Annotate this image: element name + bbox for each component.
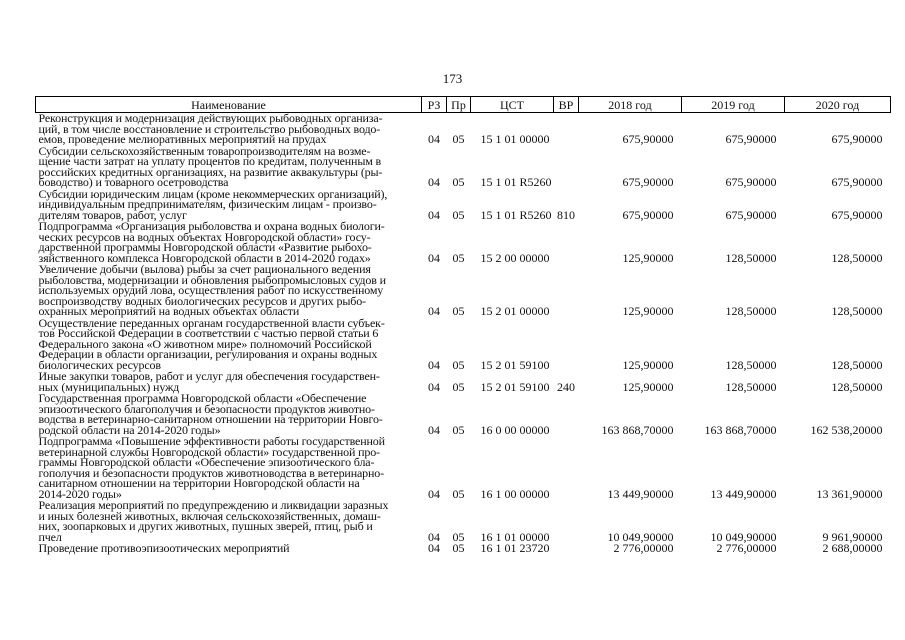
row-pr: 05 bbox=[452, 304, 465, 318]
row-cst: 15 2 01 00000 bbox=[480, 304, 550, 318]
row-vr bbox=[554, 393, 579, 436]
header-pr: Пр bbox=[447, 97, 471, 113]
header-rz: РЗ bbox=[422, 97, 447, 113]
row-name-line: индивидуальным предпринимателям, физическим лицам - произво- bbox=[38, 197, 377, 211]
row-rz: 04 bbox=[428, 175, 440, 189]
row-2020: 675,90000 bbox=[831, 132, 883, 146]
row-vr bbox=[554, 221, 579, 264]
row-name-line: Проведение противоэпизоотических мероприятий bbox=[38, 541, 290, 555]
row-name-line: Федерации в области организации, регулирования и охраны водных bbox=[38, 347, 378, 361]
table-body bbox=[36, 113, 891, 555]
row-name-line: водства в ветеринарно-санитарном отношении на территории Новго- bbox=[38, 412, 383, 426]
row-name-line: ций, в том числе восстановление и строительство рыбоводных водо- bbox=[38, 121, 381, 136]
row-name-line: Осуществление переданных органам государственной власти субъек- bbox=[38, 315, 385, 330]
row-2019: 13 449,90000 bbox=[710, 486, 777, 501]
row-name-line: Федерального закона «О животном мире» полномочий Российской bbox=[38, 336, 372, 351]
row-name-line: тов Российской Федерации в соответствии с частью первой статьи 6 bbox=[38, 326, 379, 340]
row-2019: 675,90000 bbox=[725, 175, 777, 189]
row-cst: 16 1 01 00000 bbox=[480, 529, 550, 544]
row-2018: 125,90000 bbox=[622, 304, 674, 318]
row-pr: 05 bbox=[452, 379, 465, 394]
row-name-line: используемых орудий лова, осуществления работ по искусственному bbox=[38, 283, 384, 297]
row-pr: 05 bbox=[452, 175, 465, 189]
row-name-line: дарственной программы Новгородской области «Развитие рыбохо- bbox=[38, 240, 372, 254]
row-name-line: ных (муниципальных) нужд bbox=[38, 379, 180, 394]
row-name-line: санитарном отношении на территории Новгородской области на bbox=[38, 476, 360, 490]
table-row bbox=[36, 436, 891, 500]
row-vr bbox=[554, 113, 579, 146]
table-row bbox=[36, 393, 891, 436]
row-pr: 05 bbox=[452, 207, 465, 222]
row-2019: 675,90000 bbox=[725, 207, 777, 222]
table-row bbox=[36, 264, 891, 318]
table-row bbox=[36, 146, 891, 189]
row-name-line: 2014-2020 годы» bbox=[38, 486, 122, 501]
budget-table bbox=[35, 96, 891, 555]
row-name bbox=[36, 113, 422, 146]
row-pr: 05 bbox=[452, 541, 465, 555]
row-name-line: ветеринарной службы Новгородской области» государственной про- bbox=[38, 444, 380, 459]
row-name-line: гополучия и безопасности продуктов животноводства в ветеринарно- bbox=[38, 465, 384, 480]
row-name bbox=[36, 393, 422, 436]
row-name-line: рыболовства, модернизации и обновления рыбопромысловых судов и bbox=[38, 272, 386, 287]
header-vr: ВР bbox=[554, 97, 579, 113]
row-cst: 15 2 01 59100 bbox=[480, 379, 550, 394]
row-vr bbox=[554, 264, 579, 318]
row-name-line: пчел bbox=[38, 529, 62, 544]
row-pr: 05 bbox=[452, 486, 465, 501]
row-2019: 675,90000 bbox=[725, 132, 777, 146]
row-2018: 675,90000 bbox=[622, 207, 674, 222]
row-2019: 10 049,90000 bbox=[710, 529, 777, 544]
row-2019: 2 776,00000 bbox=[716, 541, 777, 555]
page-number: 173 bbox=[442, 71, 463, 86]
row-pr: 05 bbox=[452, 250, 465, 265]
row-rz: 04 bbox=[428, 379, 440, 394]
row-name-line: и иных болезней животных, включая сельскохозяйственных, домаш- bbox=[38, 508, 381, 523]
row-vr bbox=[554, 146, 579, 189]
row-name-line: зяйственного комплекса Новгородской области в 2014-2020 годах» bbox=[38, 250, 371, 265]
row-name-line: воспроизводству водных биологических ресурсов и других рыбо- bbox=[38, 293, 366, 308]
row-2018: 125,90000 bbox=[622, 379, 674, 394]
row-2018: 675,90000 bbox=[622, 132, 674, 146]
row-name-line: Подпрограмма «Организация рыболовства и охрана водных биологи- bbox=[38, 219, 385, 233]
row-2020: 9 961,90000 bbox=[822, 529, 883, 544]
row-name-line: эпизоотического благополучия и безопасности продуктов животно- bbox=[38, 401, 375, 416]
row-2020: 13 361,90000 bbox=[816, 486, 883, 501]
row-2020: 128,50000 bbox=[831, 304, 883, 318]
row-name bbox=[36, 436, 422, 500]
row-vr bbox=[554, 318, 579, 372]
row-name-line: дителям товаров, работ, услуг bbox=[38, 207, 187, 222]
row-pr: 05 bbox=[452, 422, 465, 437]
row-2018: 125,90000 bbox=[622, 357, 674, 372]
header-2019: 2019 год bbox=[682, 97, 785, 113]
row-vr bbox=[554, 436, 579, 500]
row-name bbox=[36, 186, 422, 222]
row-2019: 128,50000 bbox=[725, 357, 777, 372]
table-row bbox=[36, 113, 891, 146]
row-rz: 04 bbox=[428, 304, 440, 318]
row-name-line: боводство) и товарного осетроводства bbox=[38, 175, 229, 189]
row-name bbox=[36, 264, 422, 318]
header-cst: ЦСТ bbox=[471, 97, 554, 113]
header-2018: 2018 год bbox=[579, 97, 682, 113]
row-rz: 04 bbox=[428, 132, 440, 146]
row-name-line: щение части затрат на уплату процентов по кредитам, полученным в bbox=[38, 154, 382, 168]
row-name-line: биологических ресурсов bbox=[38, 357, 161, 372]
row-rz: 04 bbox=[428, 422, 440, 437]
row-name bbox=[36, 543, 422, 555]
row-2018: 675,90000 bbox=[622, 175, 674, 189]
row-name-line: Субсидии юридическим лицам (кроме некоммерческих организаций), bbox=[38, 186, 388, 201]
row-name-line: охранных мероприятий на водных объектах области bbox=[38, 304, 300, 318]
row-cst: 15 1 01 00000 bbox=[480, 132, 550, 146]
table-row bbox=[36, 318, 891, 372]
row-cst: 16 0 00 00000 bbox=[480, 422, 550, 437]
row-cst: 15 1 01 R5260 bbox=[480, 175, 552, 189]
row-rz: 04 bbox=[428, 250, 440, 265]
row-cst: 15 2 00 00000 bbox=[480, 250, 550, 265]
row-name-line: граммы Новгородской области «Обеспечение эпизоотического бла- bbox=[38, 455, 375, 469]
row-rz: 04 bbox=[428, 486, 440, 501]
row-2018: 10 049,90000 bbox=[607, 529, 674, 544]
row-2020: 128,50000 bbox=[831, 357, 883, 372]
row-name-line: российских кредитных организациях, на развитие аквакультуры (ры- bbox=[38, 164, 383, 179]
row-rz: 04 bbox=[428, 541, 440, 555]
row-name-line: Реконструкция и модернизация действующих рыбоводных организа- bbox=[38, 111, 383, 125]
row-2018: 13 449,90000 bbox=[607, 486, 674, 501]
table-row bbox=[36, 543, 891, 555]
row-cst: 15 2 01 59100 bbox=[480, 357, 550, 372]
row-2020: 675,90000 bbox=[831, 175, 883, 189]
row-2020: 128,50000 bbox=[831, 379, 883, 394]
row-2020: 128,50000 bbox=[831, 250, 883, 265]
row-2019: 128,50000 bbox=[725, 379, 777, 394]
row-name-line: Реализация мероприятий по предупреждению и ликвидации заразных bbox=[38, 498, 389, 512]
table-row bbox=[36, 189, 891, 222]
row-name-line: Иные закупки товаров, работ и услуг для обеспечения государствен- bbox=[38, 369, 380, 383]
row-vr bbox=[554, 500, 579, 543]
row-2019: 128,50000 bbox=[725, 250, 777, 265]
row-name-line: Субсидии сельскохозяйственным товаропроизводителям на возме- bbox=[38, 143, 371, 158]
row-2018: 2 776,00000 bbox=[613, 541, 674, 555]
row-vr: 240 bbox=[557, 379, 575, 394]
row-name bbox=[36, 371, 422, 393]
row-name-line: Увеличение добычи (вылова) рыбы за счет рационального ведения bbox=[38, 262, 371, 276]
row-rz: 04 bbox=[428, 207, 440, 222]
row-name-line: них, зоопарковых и других животных, пушных зверей, птиц, рыб и bbox=[38, 519, 373, 533]
row-cst: 16 1 01 23720 bbox=[480, 541, 550, 555]
row-2020: 675,90000 bbox=[831, 207, 883, 222]
row-2018: 125,90000 bbox=[622, 250, 674, 265]
row-2019: 128,50000 bbox=[725, 304, 777, 318]
row-name bbox=[36, 221, 422, 264]
table-row bbox=[36, 371, 891, 393]
row-vr bbox=[554, 543, 579, 555]
row-name-line: ческих ресурсов на водных объектах Новгородской области» госу- bbox=[38, 229, 371, 244]
header-2020: 2020 год bbox=[785, 97, 891, 113]
table-row bbox=[36, 221, 891, 264]
row-name bbox=[36, 143, 422, 189]
row-rz: 04 bbox=[428, 357, 440, 372]
row-cst: 16 1 00 00000 bbox=[480, 486, 550, 501]
row-name-line: Государственная программа Новгородской области «Обеспечение bbox=[38, 391, 367, 405]
header-name: Наименование bbox=[36, 97, 422, 113]
row-2020: 2 688,00000 bbox=[822, 541, 883, 555]
row-pr: 05 bbox=[452, 529, 465, 544]
row-2018: 163 868,70000 bbox=[601, 422, 674, 437]
row-rz: 04 bbox=[428, 529, 440, 544]
row-name bbox=[36, 500, 422, 543]
row-pr: 05 bbox=[452, 132, 465, 146]
row-2020: 162 538,20000 bbox=[810, 422, 883, 437]
row-name-line: Подпрограмма «Повышение эффективности работы государственной bbox=[38, 434, 385, 448]
row-pr: 05 bbox=[452, 357, 465, 372]
row-cst: 15 1 01 R5260 bbox=[480, 207, 552, 222]
row-name-line: емов, проведение мелиоративных мероприятий на прудах bbox=[38, 132, 327, 146]
row-vr: 810 bbox=[557, 207, 575, 222]
row-2019: 163 868,70000 bbox=[704, 422, 777, 437]
table-row bbox=[36, 500, 891, 543]
row-name bbox=[36, 315, 422, 372]
row-name-line: родской области на 2014-2020 годы» bbox=[38, 422, 221, 437]
